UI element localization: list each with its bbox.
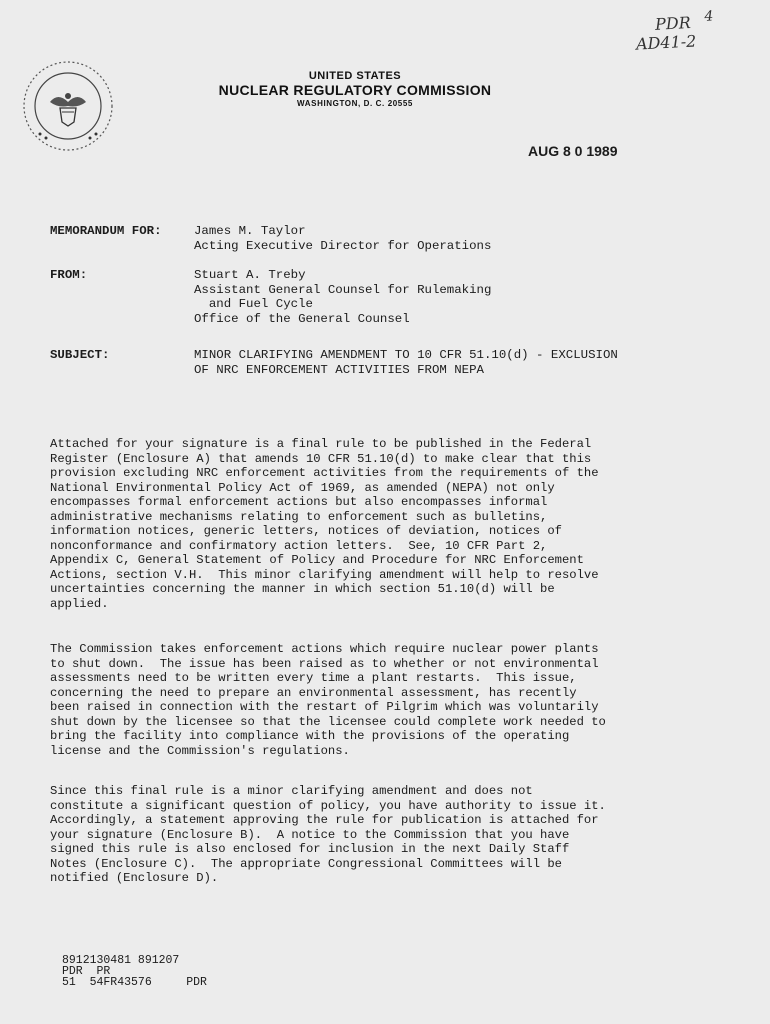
handwritten-pdr: PDR 4: [654, 8, 714, 34]
handwritten-code: AD41-2: [635, 31, 697, 54]
body-paragraph-2: The Commission takes enforcement actions which require nuclear power plants to shut down. The issue has been raised as to whether or not environmental assessments need to be written every time a plant restarts. This issue, concerning the need to prepare an environmental assessment, has recently been raised in connection with the restart of Pilgrim which was voluntarily shut down by the licensee so that the licensee could complete work needed to bring the facility into compliance with the provisions of the operating license and the Commission's regulations.: [50, 642, 606, 758]
nrc-seal-icon: [20, 58, 116, 154]
memo-to: James M. Taylor Acting Executive Director for Operations: [194, 224, 492, 253]
letterhead-country: UNITED STATES: [308, 70, 402, 82]
memo-subject: MINOR CLARIFYING AMENDMENT TO 10 CFR 51.10(d) - EXCLUSION OF NRC ENFORCEMENT ACTIVITIES FROM NEPA: [194, 348, 618, 377]
body-paragraph-1: Attached for your signature is a final rule to be published in the Federal Register (Enclosure A) that amends 10 CFR 51.10(d) to make clear that this provision excluding NRC enforcement activities from the requirements of the National Environmental Policy Act of 1969, as amended (NEPA) not only encompasses formal enforcement actions but also encompasses informal administrative mechanisms relating to enforcement such as bulletins, information notices, generic letters, notices of deviation, notices of nonconformance and confirmatory action letters. See, 10 CFR Part 2, Appendix C, General Statement of Policy and Procedure for NRC Enforcement Actions, section V.H. This minor clarifying amendment will help to resolve uncertainties concerning the manner in which section 51.10(d) will be applied.: [50, 437, 599, 611]
handwritten-mark: 4: [704, 8, 714, 25]
memo-from-label: FROM:: [50, 268, 88, 282]
letterhead-agency: NUCLEAR REGULATORY COMMISSION: [218, 82, 492, 98]
memo-subject-label: SUBJECT:: [50, 348, 110, 362]
memo-from: Stuart A. Treby Assistant General Counsel for Rulemaking and Fuel Cycle Office of the General Counsel: [194, 268, 492, 326]
filing-stamp: 8912130481 891207 PDR PR 51 54FR43576 PDR: [62, 954, 207, 989]
memo-date: AUG 8 0 1989: [528, 143, 618, 159]
body-paragraph-3: Since this final rule is a minor clarifying amendment and does not constitute a significant question of policy, you have authority to issue it. Accordingly, a statement approving the rule for publication is attached for your signature (Enclosure B). A notice to the Commission that you have signed this rule is also enclosed for inclusion in the next Daily Staff Notes (Enclosure C). The appropriate Congressional Committees will be notified (Enclosure D).: [50, 784, 606, 885]
letterhead-address: WASHINGTON, D. C. 20555: [297, 99, 413, 108]
memo-to-label: MEMORANDUM FOR:: [50, 224, 162, 238]
